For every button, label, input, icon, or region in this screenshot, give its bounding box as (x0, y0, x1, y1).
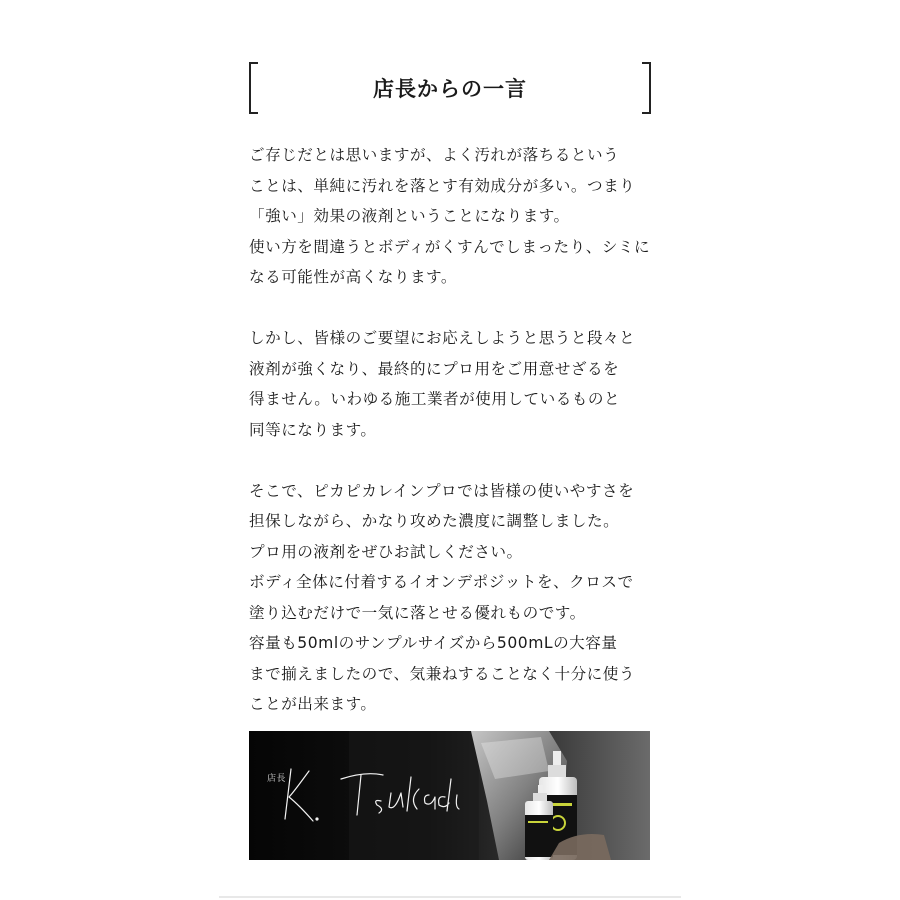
text-line: 「強い」効果の液剤ということになります。 (249, 207, 570, 225)
right-bracket (642, 62, 651, 114)
text-line: 得ません。いわゆる施工業者が使用しているものと (249, 390, 621, 408)
store-manager-banner (249, 731, 650, 860)
text-line: 使い方を間違うとボディがくすんでしまったり、シミに (249, 237, 651, 256)
text-line: 液剤が強くなり、最終的にプロ用をご用意せざるを (249, 359, 620, 378)
section-title-box (249, 62, 651, 114)
text-line: しかし、皆様のご要望にお応えしようと思うと段々と (249, 329, 636, 347)
bottom-divider (219, 896, 681, 898)
text-line: 容量も50mlのサンプルサイズから500mLの大容量 (249, 634, 618, 652)
section-title: 店長からの一言 (373, 77, 527, 101)
handwritten-signature (279, 749, 479, 839)
text-line: プロ用の液剤をぜひお試しください。 (249, 542, 523, 561)
text-line: 担保しながら、かなり攻めた濃度に調整しました。 (249, 512, 620, 530)
text-line: 同等になります。 (249, 420, 377, 439)
text-line: ことは、単純に汚れを落とす有効成分が多い。つまり (249, 176, 636, 195)
role-label: 店長 (267, 774, 287, 784)
text-line: ご存じだとは思いますが、よく汚れが落ちるという (249, 146, 620, 164)
paragraph-3 (249, 476, 669, 720)
text-line: そこで、ピカピカレインプロでは皆様の使いやすさを (249, 481, 635, 500)
text-line: ことが出来ます。 (249, 695, 377, 713)
text-line: なる可能性が高くなります。 (249, 268, 457, 286)
paragraph-2 (249, 323, 669, 445)
text-line: ボディ全体に付着するイオンデポジットを、クロスで (249, 573, 634, 591)
text-line: 塗り込むだけで一気に落とせる優れものです。 (249, 603, 586, 622)
text-line: まで揃えましたので、気兼ねすることなく十分に使う (249, 664, 635, 683)
message-body (249, 140, 669, 720)
paragraph-1 (249, 140, 669, 293)
